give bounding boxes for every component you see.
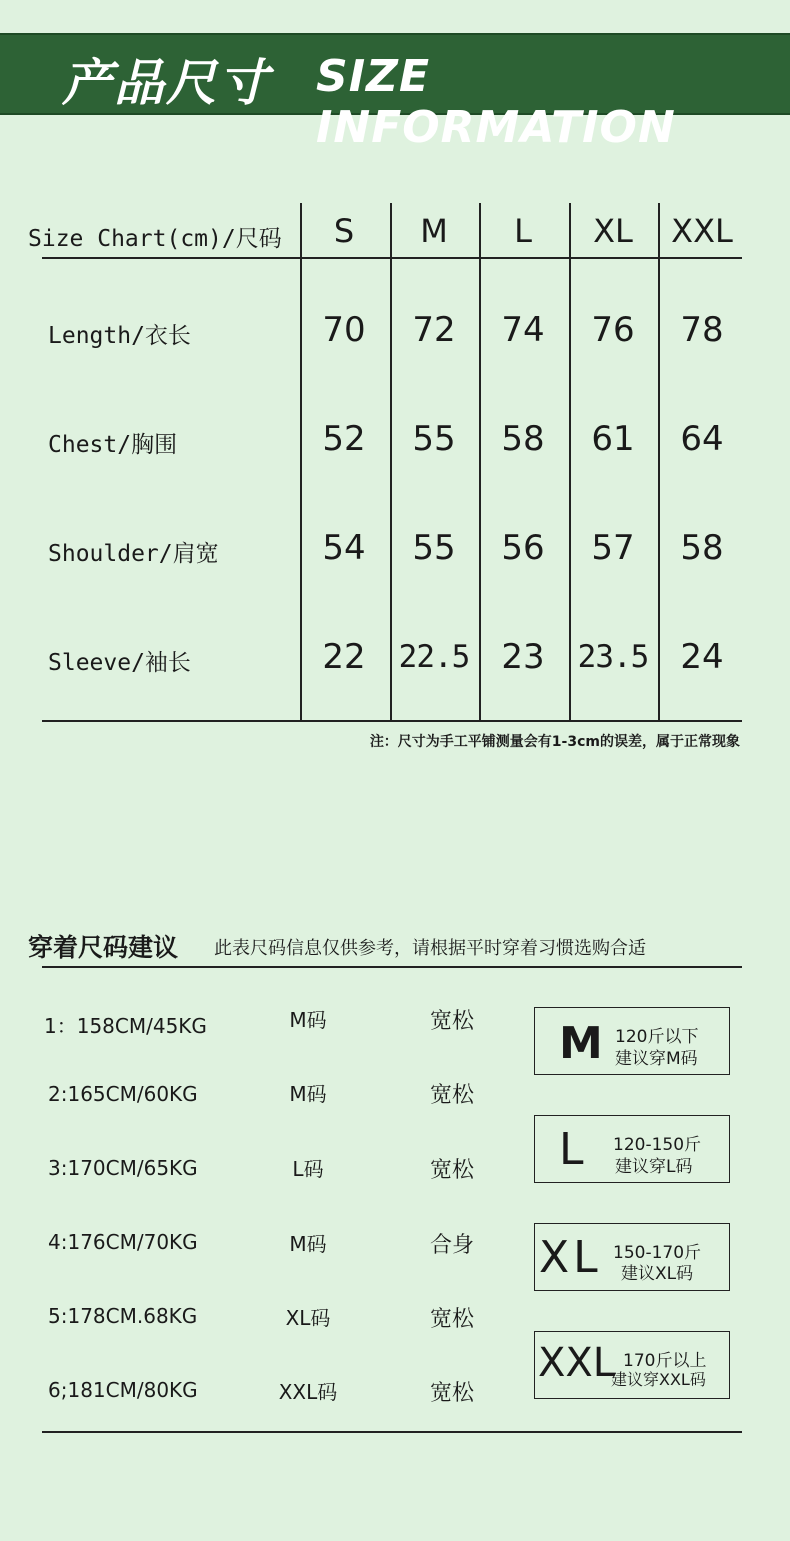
cell-shoulder-xl: 57	[591, 528, 635, 568]
fit-description: 宽松	[429, 1158, 474, 1183]
banner-title-en: SIZE INFORMATION	[316, 51, 676, 153]
cell-shoulder-m: 55	[412, 528, 456, 568]
cell-chest-l: 58	[501, 419, 545, 459]
recommended-size: M码	[289, 1232, 327, 1256]
fit-description: 合身	[429, 1233, 474, 1258]
cell-sleeve-s: 22	[322, 637, 366, 677]
body-measurements: 4:176CM/70KG	[48, 1230, 198, 1254]
cell-shoulder-l: 56	[501, 528, 545, 568]
box-advice: 建议穿M码	[615, 1049, 698, 1069]
cell-shoulder-xxl: 58	[680, 528, 724, 568]
size-header-m: M	[420, 212, 448, 250]
fit-description: 宽松	[429, 1083, 474, 1108]
list-item	[0, 1228, 520, 1258]
box-weight-range: 170斤以上	[623, 1351, 707, 1371]
cell-chest-m: 55	[412, 419, 456, 459]
box-size-letter: XL	[539, 1232, 602, 1283]
box-weight-range: 120-150斤	[613, 1135, 702, 1155]
cell-length-m: 72	[412, 310, 456, 350]
recommended-size: XL码	[285, 1306, 331, 1330]
list-item	[0, 1078, 520, 1108]
banner-title-cn: 产品尺寸	[62, 54, 270, 112]
size-guide-box-xxl	[534, 1331, 730, 1399]
list-item	[0, 1153, 520, 1183]
body-measurements: 3:170CM/65KG	[48, 1156, 198, 1180]
size-header-xxl: XXL	[671, 212, 733, 250]
row-label-shoulder: Shoulder/肩宽	[48, 541, 219, 567]
recommended-size: XXL码	[278, 1380, 338, 1404]
cell-chest-xxl: 64	[680, 419, 724, 459]
cell-sleeve-m: 22.5	[398, 639, 470, 675]
title-banner	[0, 33, 790, 153]
recommendation-title: 穿着尺码建议	[28, 933, 179, 962]
size-guide-box-l	[534, 1115, 730, 1183]
body-measurements: 1：158CM/45KG	[44, 1014, 207, 1038]
size-guide-box-xl	[534, 1223, 730, 1291]
box-weight-range: 120斤以下	[615, 1027, 699, 1047]
body-measurements: 2:165CM/60KG	[48, 1082, 198, 1106]
cell-chest-s: 52	[322, 419, 366, 459]
fit-description: 宽松	[429, 1009, 474, 1034]
size-guide-box-m	[534, 1007, 730, 1075]
measurement-note: 注：尺寸为手工平铺测量会有1-3cm的误差，属于正常现象	[369, 734, 740, 750]
recommended-size: M码	[289, 1082, 327, 1106]
cell-sleeve-xxl: 24	[680, 637, 724, 677]
list-item	[0, 1302, 520, 1332]
box-size-letter: L	[559, 1124, 584, 1175]
list-item	[0, 1004, 520, 1038]
box-advice: 建议穿XXL码	[611, 1370, 706, 1389]
body-measurements: 6;181CM/80KG	[48, 1378, 198, 1402]
cell-length-xl: 76	[591, 310, 635, 350]
size-header-l: L	[514, 212, 532, 250]
recommended-size: M码	[289, 1008, 327, 1032]
recommended-size: L码	[292, 1157, 324, 1181]
recommendation-subtitle: 此表尺码信息仅供参考，请根据平时穿着习惯选购合适	[214, 938, 646, 959]
box-size-letter: XXL	[538, 1340, 616, 1386]
size-header-xl: XL	[593, 212, 633, 250]
fit-description: 宽松	[429, 1381, 474, 1406]
size-header-s: S	[333, 212, 355, 250]
cell-shoulder-s: 54	[322, 528, 366, 568]
table-bottom-rule	[42, 720, 742, 722]
recommendation-bottom-rule	[42, 1431, 742, 1433]
box-advice: 建议XL码	[621, 1264, 694, 1284]
cell-length-l: 74	[501, 310, 545, 350]
row-label-length: Length/衣长	[48, 323, 191, 349]
table-header-rule	[42, 257, 742, 259]
cell-chest-xl: 61	[591, 419, 635, 459]
box-advice: 建议穿L码	[615, 1157, 693, 1177]
row-label-sleeve: Sleeve/袖长	[48, 650, 191, 676]
row-label-chest: Chest/胸围	[48, 432, 178, 458]
fit-description: 宽松	[429, 1307, 474, 1332]
box-size-letter: M	[559, 1018, 603, 1069]
cell-length-xxl: 78	[680, 310, 724, 350]
cell-sleeve-xl: 23.5	[577, 639, 649, 675]
cell-length-s: 70	[322, 310, 366, 350]
box-weight-range: 150-170斤	[613, 1243, 702, 1263]
recommendation-header-rule	[42, 966, 742, 968]
body-measurements: 5:178CM.68KG	[48, 1304, 198, 1328]
cell-sleeve-l: 23	[501, 637, 545, 677]
list-item	[0, 1376, 520, 1406]
size-chart-header-label: Size Chart(cm)/尺码	[28, 226, 282, 252]
